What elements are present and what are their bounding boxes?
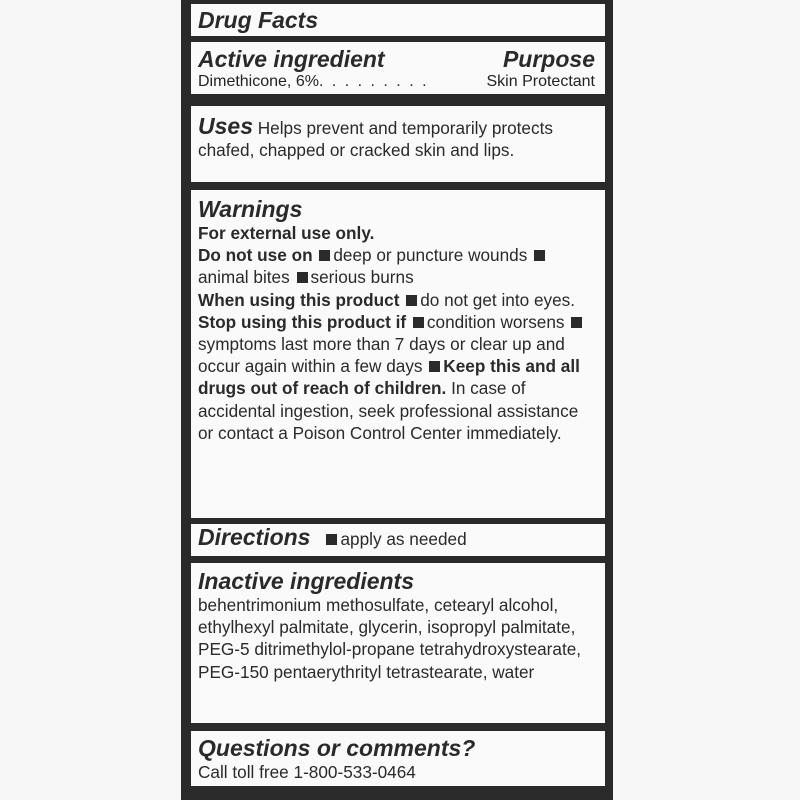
active-ingredient-row — [198, 72, 595, 92]
uses-section — [191, 106, 605, 182]
active-ingredient-section — [191, 42, 605, 94]
keep-out-of-reach-label: Keep this and all drugs out of reach of children. — [198, 356, 580, 399]
uses-text: Helps prevent and temporarily protects chafed, chapped or cracked skin and lips. — [198, 118, 553, 161]
drug-facts-title-box — [191, 4, 605, 36]
do-not-use-item: deep or puncture wounds — [333, 245, 528, 266]
uses-paragraph — [198, 113, 595, 161]
purpose-heading: Purpose — [502, 46, 595, 72]
stop-using-label: Stop using this product if — [198, 311, 407, 332]
square-bullet-icon — [297, 272, 308, 283]
active-ingredient-header-row — [198, 46, 595, 72]
active-ingredient-purpose: Skin Protectant — [486, 73, 595, 90]
square-bullet-icon — [413, 317, 424, 328]
square-bullet-icon — [429, 361, 440, 372]
when-using-warning — [198, 289, 595, 311]
inactive-ingredients-section — [191, 563, 605, 723]
do-not-use-label: Do not use on — [198, 245, 313, 266]
external-use-warning: For external use only. — [198, 223, 375, 243]
directions-line — [198, 524, 595, 550]
toll-free-text: Call toll free 1-800-533-0464 — [198, 762, 416, 782]
active-ingredient-heading: Active ingredient — [198, 46, 385, 72]
keep-out-of-reach-text: In case of accidental ingestion, seek professional assistance or contact a Poison Control Center immediately. — [198, 378, 579, 443]
square-bullet-icon — [326, 534, 337, 545]
directions-section — [191, 524, 605, 556]
questions-heading: Questions or comments? — [198, 735, 476, 761]
square-bullet-icon — [534, 250, 545, 261]
inactive-ingredients-text: behentrimonium methosulfate, cetearyl alcohol, ethylhexyl palmitate, glycerin, isopropyl palmitate, PEG-5 ditrimethylol-propane tetrahydroxystearate, PEG-150 pentaerythrityl tetrastearate, water — [198, 595, 582, 682]
square-bullet-icon — [319, 250, 330, 261]
stop-using-item: symptoms last more than 7 days or clear up and occur again within a few days — [198, 334, 565, 377]
warnings-section — [191, 190, 605, 518]
square-bullet-icon — [571, 317, 582, 328]
uses-heading: Uses — [198, 113, 253, 139]
active-ingredient-name: Dimethicone, 6% — [198, 73, 319, 90]
inactive-ingredients-heading: Inactive ingredients — [198, 568, 415, 594]
when-using-label: When using this product — [198, 289, 400, 310]
directions-heading: Directions — [198, 524, 311, 550]
do-not-use-warning — [198, 244, 595, 288]
stop-using-item: condition worsens — [426, 311, 565, 332]
warnings-heading: Warnings — [198, 196, 303, 222]
questions-section — [191, 731, 605, 786]
do-not-use-item: serious burns — [310, 267, 414, 288]
stop-using-warning — [198, 311, 595, 444]
when-using-item: do not get into eyes. — [420, 289, 576, 310]
square-bullet-icon — [406, 295, 417, 306]
dot-leader: . . . . . . . . . — [318, 73, 429, 90]
drug-facts-title: Drug Facts — [198, 7, 319, 33]
directions-item — [324, 528, 466, 550]
do-not-use-item: animal bites — [198, 267, 290, 288]
directions-item-text: apply as needed — [340, 529, 467, 549]
